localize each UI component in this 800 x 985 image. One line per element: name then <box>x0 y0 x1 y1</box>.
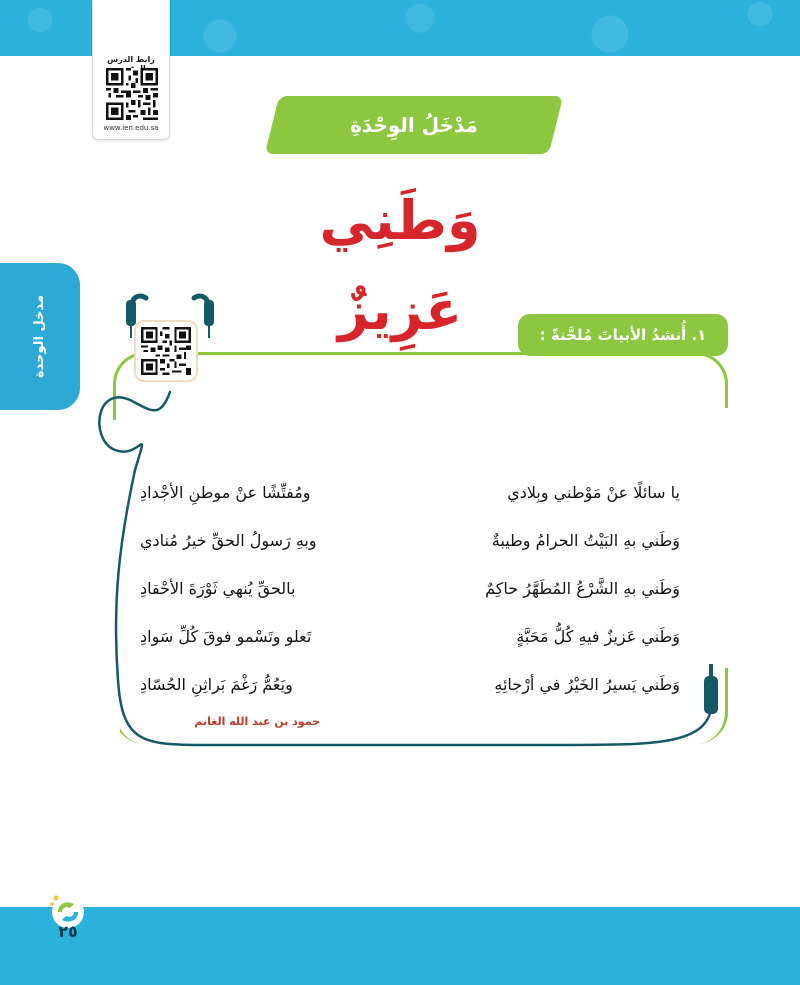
page-title: وَطَنِي عَزِيزٌ <box>319 189 481 342</box>
verse-first-hemistich: وَطَني بهِ البَيْتُ الحرامُ وطيبةٌ <box>491 530 680 550</box>
frame-gap-right <box>720 408 740 668</box>
verse-row <box>140 612 680 660</box>
audio-qr[interactable] <box>134 320 198 382</box>
verse-second-hemistich: ومُفتِّشًا عنْ موطنِ الأجْدادِ <box>140 482 311 502</box>
verse-first-hemistich: وَطَني عَزيزٌ فيهِ كُلُّ مَحَبَّةٍ <box>516 626 680 646</box>
frame-gap-left <box>80 420 120 760</box>
verse-row <box>140 468 680 516</box>
digital-lesson-card[interactable] <box>92 0 170 140</box>
audio-qr-code-icon[interactable] <box>141 327 191 375</box>
side-tab-label-wrap <box>0 263 80 410</box>
side-tab-label: مدخل الوحدة <box>32 294 48 379</box>
verse-first-hemistich: وَطَني يَسيرُ الخَيْرُ في أرْجائِهِ <box>494 674 680 694</box>
verse-second-hemistich: وبهِ رَسولُ الحقِّ خيرُ مُنادي <box>140 530 317 550</box>
verse-row <box>140 564 680 612</box>
bottom-banner <box>0 907 800 985</box>
qr-card-url[interactable]: www.ien.edu.sa <box>103 124 159 132</box>
verse-second-hemistich: ويَعُمُّ رَغْمَ بَراثِنِ الحُسّادِ <box>140 674 293 694</box>
qr-card-title: رابط الدرس <box>107 55 155 64</box>
instruction-text: ١. أُنشدُ الأبياتَ مُلحَّنةً : <box>539 326 707 344</box>
verse-first-hemistich: وَطَني بهِ الشَّرْعُ المُطَهَّرُ حاكِمٌ <box>485 578 680 598</box>
unit-label: مَدْخَلُ الوِحْدَةِ <box>350 113 478 137</box>
qr-code-icon[interactable] <box>106 68 158 120</box>
verse-row <box>140 660 680 708</box>
verse-second-hemistich: تَعلو وتَسْمو فوقَ كُلِّ سَوادِ <box>140 626 312 646</box>
poem-verses <box>140 468 680 708</box>
poem-author: حمود بن عبد الله الغانم <box>194 715 320 728</box>
verse-row <box>140 516 680 564</box>
page-number: ٢٥ <box>58 922 78 941</box>
verse-first-hemistich: يا سائلًا عنْ مَوْطني وبِلادي <box>507 482 680 502</box>
audio-qr-wrap[interactable] <box>120 290 220 400</box>
verse-second-hemistich: بالحقِّ يُنهي ثَوْرَةَ الأحْقادِ <box>140 578 296 598</box>
